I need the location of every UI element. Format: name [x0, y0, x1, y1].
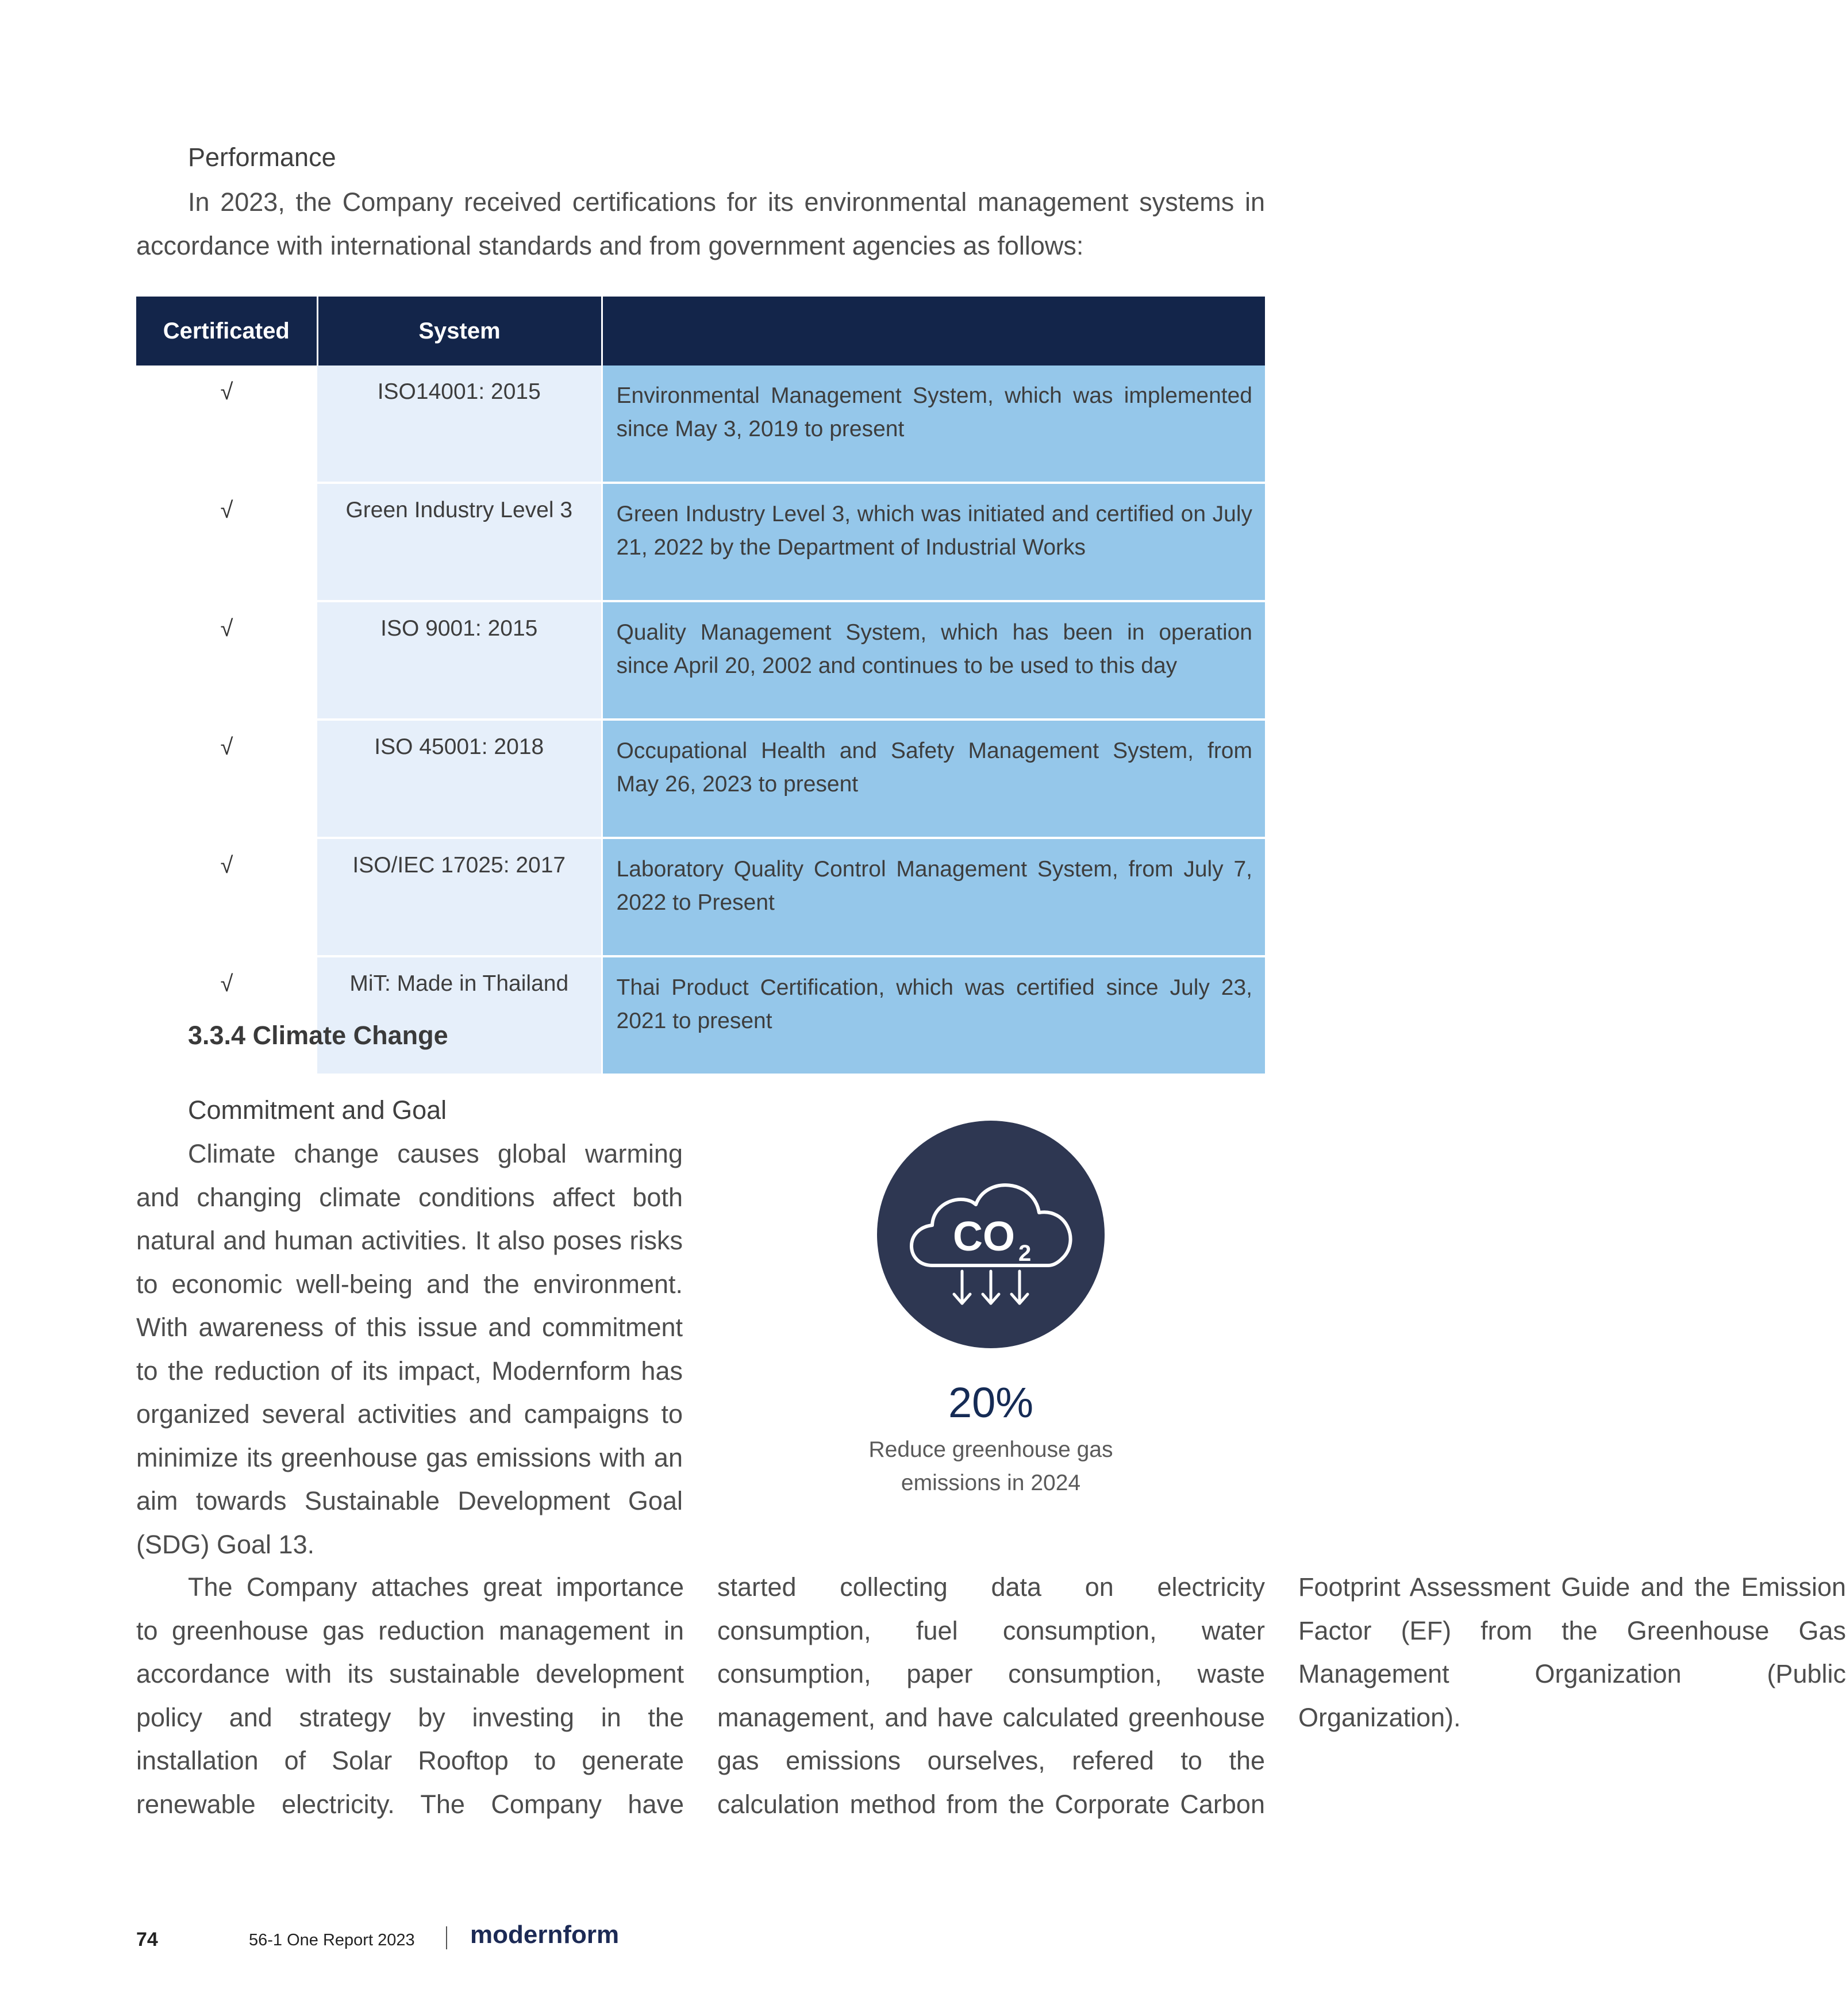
climate-paragraph-2-text: The Company attaches great importance to greenhouse gas reduction management in accordance with its sustainable development policy and strategy by investing in the installation of Solar Rooftop to generate renewable electricity. The Company have started collecting data on electricity consumption, fuel consumption, water consumption, paper consumption, waste management, and have calculated greenhouse gas emissions ourselves, refered to the calculation method from the Corporate Carbon Footprint Assessment Guide and the Emission Factor (EF) from the Greenhouse Gas Management Organization (Public Organization).: [136, 1572, 1846, 1819]
description-cell: Occupational Health and Safety Management System, from May 26, 2023 to present: [602, 720, 1265, 838]
footer-divider: [446, 1926, 447, 1949]
reduction-caption: [820, 1433, 1162, 1500]
caption-line-1: Reduce greenhouse gas: [868, 1437, 1113, 1462]
description-cell: Environmental Management System, which was implemented since May 3, 2019 to present: [602, 366, 1265, 483]
system-cell: MiT: Made in Thailand: [317, 956, 602, 1074]
co2-label: CO: [953, 1214, 1015, 1260]
table-row: [136, 838, 1265, 956]
commitment-heading: Commitment and Goal: [188, 1095, 447, 1125]
climate-paragraph-1-text: Climate change causes global warming and changing climate conditions affect both natural and human activities. It also poses risks to economic well-being and the environment. With awareness of this issue and commitment to the reduction of its impact, Modernform has organized several activities and campaigns to minimize its greenhouse gas emissions with an aim towards Sustainable Development Goal (SDG) Goal 13.: [136, 1139, 683, 1559]
table-row: [136, 483, 1265, 601]
header-certificated: Certificated: [136, 297, 317, 366]
climate-paragraph-2: [136, 1565, 1846, 1826]
performance-intro: [136, 180, 1265, 267]
co2-badge: [877, 1121, 1105, 1348]
check-mark-icon: √: [136, 601, 317, 720]
performance-intro-text: In 2023, the Company received certifications for its environmental management systems in accordance with international standards and from government agencies as follows:: [136, 187, 1265, 260]
down-arrows-icon: [954, 1271, 1028, 1303]
description-cell: Laboratory Quality Control Management System, from July 7, 2022 to Present: [602, 838, 1265, 956]
reduction-percentage: 20%: [948, 1379, 1034, 1426]
description-cell: Green Industry Level 3, which was initiated and certified on July 21, 2022 by the Department of Industrial Works: [602, 483, 1265, 601]
check-mark-icon: √: [136, 483, 317, 601]
system-cell: Green Industry Level 3: [317, 483, 602, 601]
table-row: [136, 366, 1265, 483]
check-mark-icon: √: [136, 838, 317, 956]
certification-table: [136, 297, 1265, 1074]
header-system: System: [317, 297, 602, 366]
page-number: 74: [136, 1929, 158, 1950]
caption-line-2: emissions in 2024: [901, 1471, 1081, 1495]
brand-logo: modernform: [470, 1921, 620, 1949]
performance-heading: Performance: [188, 143, 336, 172]
co2-cloud-icon: [877, 1121, 1105, 1348]
section-title: 3.3.4 Climate Change: [188, 1021, 448, 1050]
check-mark-icon: √: [136, 366, 317, 483]
report-title: 56-1 One Report 2023: [249, 1931, 415, 1949]
table-header-row: [136, 297, 1265, 366]
description-cell: Thai Product Certification, which was certified since July 23, 2021 to present: [602, 956, 1265, 1074]
co2-subscript: 2: [1018, 1241, 1032, 1266]
check-mark-icon: √: [136, 720, 317, 838]
system-cell: ISO/IEC 17025: 2017: [317, 838, 602, 956]
system-cell: ISO14001: 2015: [317, 366, 602, 483]
check-mark-icon: √: [136, 956, 317, 1074]
table-row: [136, 956, 1265, 1074]
system-cell: ISO 45001: 2018: [317, 720, 602, 838]
table-row: [136, 601, 1265, 720]
description-cell: Quality Management System, which has been in operation since April 20, 2002 and continues to be used to this day: [602, 601, 1265, 720]
table-row: [136, 720, 1265, 838]
header-description: [602, 297, 1265, 366]
system-cell: ISO 9001: 2015: [317, 601, 602, 720]
climate-paragraph-1: [136, 1132, 683, 1566]
